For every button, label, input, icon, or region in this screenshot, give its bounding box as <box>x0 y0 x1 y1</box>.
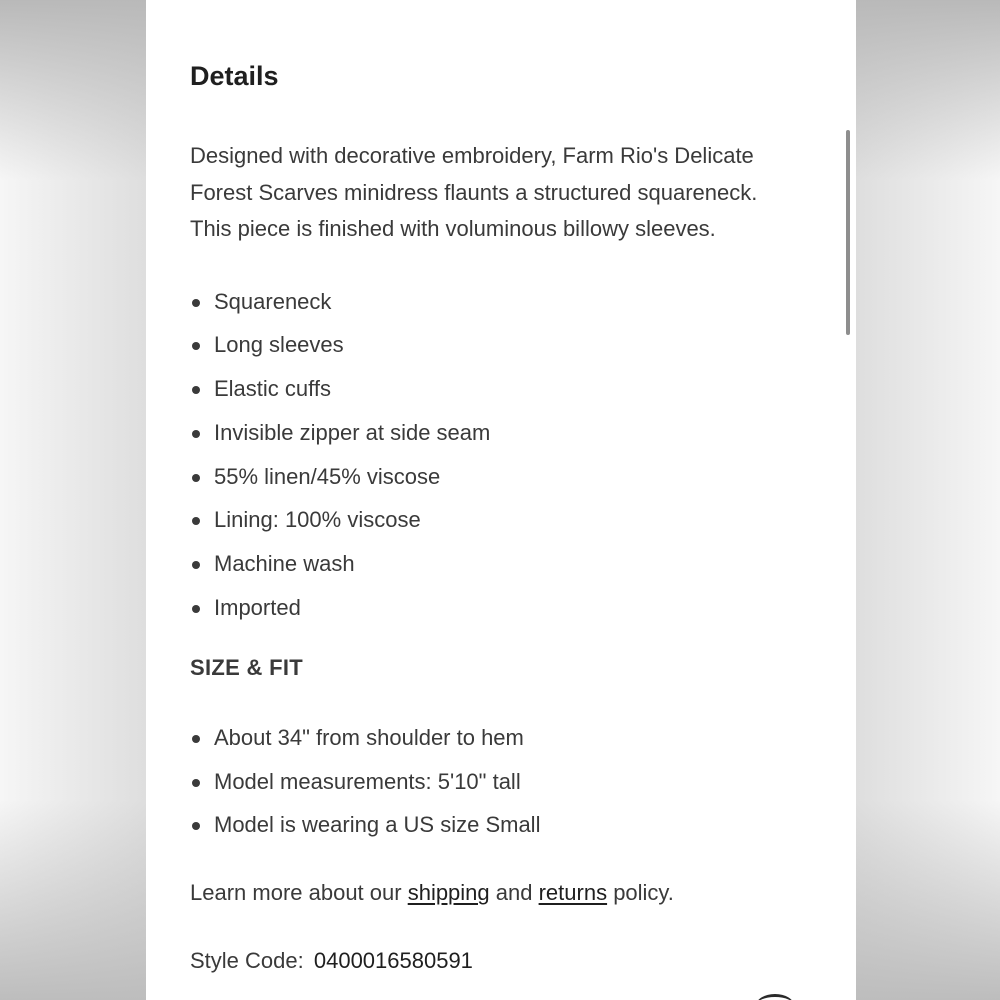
product-description <box>190 138 820 248</box>
details-heading: Details <box>190 61 279 91</box>
feature-item: Imported <box>190 586 820 630</box>
description-line: Designed with decorative embroidery, Farm Rio's Delicate <box>190 143 754 168</box>
description-line: Forest Scarves minidress flaunts a structured squareneck. <box>190 179 758 205</box>
returns-link[interactable]: returns <box>538 880 608 906</box>
size-fit-heading: SIZE & FIT <box>190 654 303 680</box>
background-left <box>0 0 146 1000</box>
feature-item: Invisible zipper at side seam <box>190 411 820 455</box>
background-right <box>856 0 1000 1000</box>
feature-item: 55% linen/45% viscose <box>190 455 820 499</box>
size-fit-item: About 34" from shoulder to hem <box>190 716 820 760</box>
description-line: This piece is finished with voluminous billowy sleeves. <box>190 216 716 241</box>
policy-middle: and <box>489 880 539 906</box>
policy-suffix: policy. <box>607 880 674 906</box>
scrollbar[interactable] <box>846 130 850 335</box>
details-content <box>190 56 820 977</box>
style-code-value: 0400016580591 <box>313 948 473 974</box>
feature-item: Squareneck <box>190 280 820 324</box>
size-fit-list <box>190 716 820 847</box>
product-details-panel <box>146 0 856 1000</box>
feature-item: Machine wash <box>190 542 820 586</box>
feature-item: Lining: 100% viscose <box>190 498 820 542</box>
style-code-label: Style Code: <box>190 948 304 974</box>
feature-item: Elastic cuffs <box>190 367 820 411</box>
size-fit-item: Model measurements: 5'10" tall <box>190 760 820 804</box>
feature-list <box>190 280 820 630</box>
floating-button-edge[interactable] <box>756 994 794 1000</box>
feature-item: Long sleeves <box>190 323 820 367</box>
policy-prefix: Learn more about our <box>190 880 408 906</box>
policy-text <box>190 877 820 909</box>
style-code <box>190 945 820 977</box>
size-fit-item: Model is wearing a US size Small <box>190 803 820 847</box>
shipping-link[interactable]: shipping <box>407 880 490 906</box>
